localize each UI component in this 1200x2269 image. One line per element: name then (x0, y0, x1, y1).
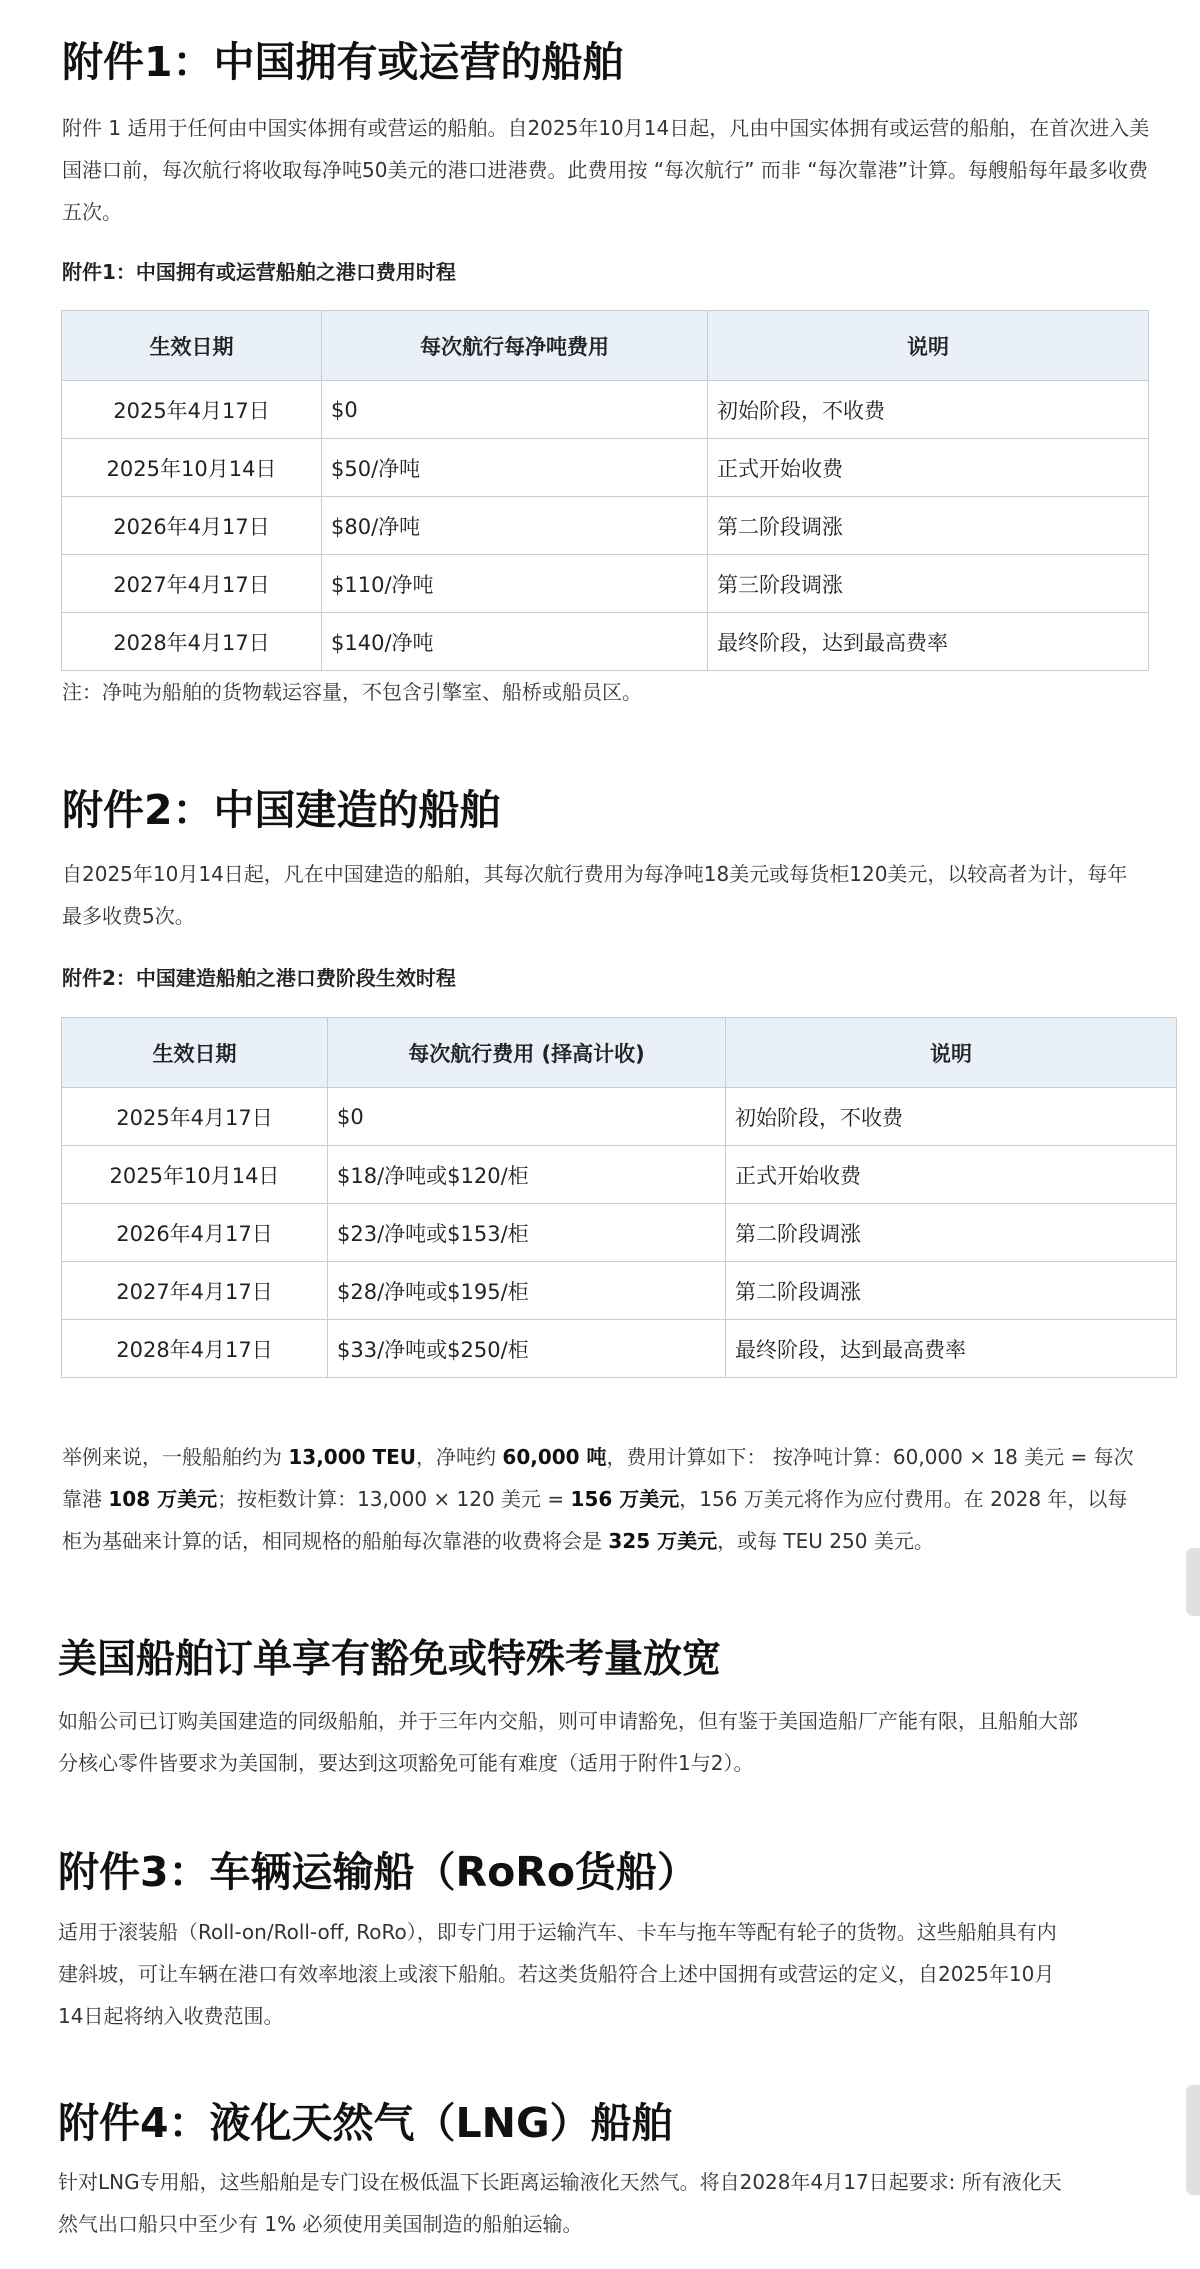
effective-date-cell: 2025年10月14日 (62, 1146, 328, 1204)
annex4-body: 针对LNG专用船，这些船舶是专门设在极低温下长距离运输液化天然气。将自2028年4月17日起要求: 所有液化天然气出口船只中至少有 1% 必须使用美国制造的船舶运输。 (58, 2170, 1062, 2236)
example-text: ，净吨约 (416, 1445, 503, 1469)
annex2-table-caption: 附件2：中国建造船舶之港口费阶段生效时程 (62, 966, 456, 990)
fee-cell: $50/净吨 (322, 439, 708, 497)
effective-date-cell: 2026年4月17日 (62, 497, 322, 555)
table-header-cell: 说明 (708, 311, 1149, 381)
example-text: ，156 万美元将作为应付费用。在 2028 年，以每柜为基础来计算的话，相同规格的船舶每次靠港的收费将会是 (62, 1487, 1128, 1553)
description-cell: 初始阶段，不收费 (726, 1088, 1177, 1146)
annex3-title: 附件3：车辆运输船（RoRo货船） (58, 1848, 699, 1896)
fee-cell: $0 (322, 381, 708, 439)
description-cell: 初始阶段，不收费 (708, 381, 1149, 439)
effective-date-cell: 2027年4月17日 (62, 555, 322, 613)
description-cell: 第二阶段调涨 (726, 1204, 1177, 1262)
exemption-title: 美国船舶订单享有豁免或特殊考量放宽 (58, 1637, 722, 1682)
description-cell: 最终阶段，达到最高费率 (726, 1320, 1177, 1378)
table-row (62, 1146, 1177, 1204)
annex1-fee-table (61, 310, 1149, 671)
description-cell: 第二阶段调涨 (708, 497, 1149, 555)
annex1-intro: 附件 1 适用于任何由中国实体拥有或营运的船舶。自2025年10月14日起，凡由中国实体拥有或运营的船舶，在首次进入美国港口前，每次航行将收取每净吨50美元的港口进港费。此费用按 “每次航行” 而非 “每次靠港”计算。每艘船每年最多收费五次。 (62, 116, 1150, 224)
table-row (62, 1320, 1177, 1378)
fee-cell: $23/净吨或$153/柜 (328, 1204, 726, 1262)
table-row (62, 1204, 1177, 1262)
fee-cell: $80/净吨 (322, 497, 708, 555)
effective-date-cell: 2025年4月17日 (62, 1088, 328, 1146)
fee-cell: $33/净吨或$250/柜 (328, 1320, 726, 1378)
annex2-title: 附件2：中国建造的船舶 (62, 786, 501, 834)
table-row (62, 613, 1149, 671)
description-cell: 最终阶段，达到最高费率 (708, 613, 1149, 671)
effective-date-cell: 2028年4月17日 (62, 613, 322, 671)
description-cell: 第三阶段调涨 (708, 555, 1149, 613)
example-fee-2028: 325 万美元 (608, 1529, 718, 1553)
annex2-fee-table (61, 1017, 1177, 1378)
table-header-cell: 每次航行每净吨费用 (322, 311, 708, 381)
example-text: ；按柜数计算：13,000 × 120 美元 = (217, 1487, 571, 1511)
annex2-intro: 自2025年10月14日起，凡在中国建造的船舶，其每次航行费用为每净吨18美元或每货柜120美元，以较高者为计，每年最多收费5次。 (62, 862, 1128, 928)
example-paragraph (62, 1436, 1142, 1562)
table-header-cell: 说明 (726, 1018, 1177, 1088)
table-row (62, 555, 1149, 613)
example-text: 举例来说，一般船舶约为 (62, 1445, 289, 1469)
example-fee-per-container: 156 万美元 (570, 1487, 680, 1511)
annex3-body: 适用于滚装船（Roll-on/Roll-off, RoRo），即专门用于运输汽车、卡车与拖车等配有轮子的货物。这些船舶具有内建斜坡，可让车辆在港口有效率地滚上或滚下船舶。若这类货船符合上述中国拥有或营运的定义，自2025年10月14日起将纳入收费范围。 (58, 1920, 1057, 2028)
scrollbar-thumb-secondary[interactable] (1186, 2085, 1200, 2195)
example-teu: 13,000 TEU (288, 1445, 417, 1469)
annex1-note: 注：净吨为船舶的货物载运容量，不包含引擎室、船桥或船员区。 (62, 680, 642, 704)
fee-cell: $110/净吨 (322, 555, 708, 613)
table-row (62, 439, 1149, 497)
effective-date-cell: 2025年10月14日 (62, 439, 322, 497)
description-cell: 正式开始收费 (708, 439, 1149, 497)
table-header-row (62, 1018, 1177, 1088)
fee-cell: $0 (328, 1088, 726, 1146)
table-row (62, 1088, 1177, 1146)
effective-date-cell: 2027年4月17日 (62, 1262, 328, 1320)
fee-cell: $140/净吨 (322, 613, 708, 671)
table-row (62, 1262, 1177, 1320)
example-text: ，费用计算如下： 按净吨计算：60,000 × 18 美元 = 每次靠港 (62, 1445, 1134, 1511)
annex4-title: 附件4：液化天然气（LNG）船舶 (58, 2099, 673, 2147)
table-row (62, 381, 1149, 439)
scrollbar-thumb[interactable] (1186, 1548, 1200, 1616)
table-row (62, 497, 1149, 555)
effective-date-cell: 2026年4月17日 (62, 1204, 328, 1262)
example-net-ton: 60,000 吨 (502, 1445, 607, 1469)
exemption-body: 如船公司已订购美国建造的同级船舶，并于三年内交船，则可申请豁免，但有鉴于美国造船厂产能有限，且船舶大部分核心零件皆要求为美国制，要达到这项豁免可能有难度（适用于附件1与2）。 (58, 1709, 1078, 1775)
annex1-table-caption: 附件1：中国拥有或运营船舶之港口费用时程 (62, 260, 456, 284)
description-cell: 第二阶段调涨 (726, 1262, 1177, 1320)
table-header-row (62, 311, 1149, 381)
example-fee-per-ton: 108 万美元 (108, 1487, 218, 1511)
table-header-cell: 每次航行费用 (择高计收) (328, 1018, 726, 1088)
table-header-cell: 生效日期 (62, 311, 322, 381)
effective-date-cell: 2025年4月17日 (62, 381, 322, 439)
fee-cell: $18/净吨或$120/柜 (328, 1146, 726, 1204)
effective-date-cell: 2028年4月17日 (62, 1320, 328, 1378)
fee-cell: $28/净吨或$195/柜 (328, 1262, 726, 1320)
example-text: ，或每 TEU 250 美元。 (717, 1529, 934, 1553)
description-cell: 正式开始收费 (726, 1146, 1177, 1204)
annex1-title: 附件1：中国拥有或运营的船舶 (62, 38, 624, 86)
table-header-cell: 生效日期 (62, 1018, 328, 1088)
